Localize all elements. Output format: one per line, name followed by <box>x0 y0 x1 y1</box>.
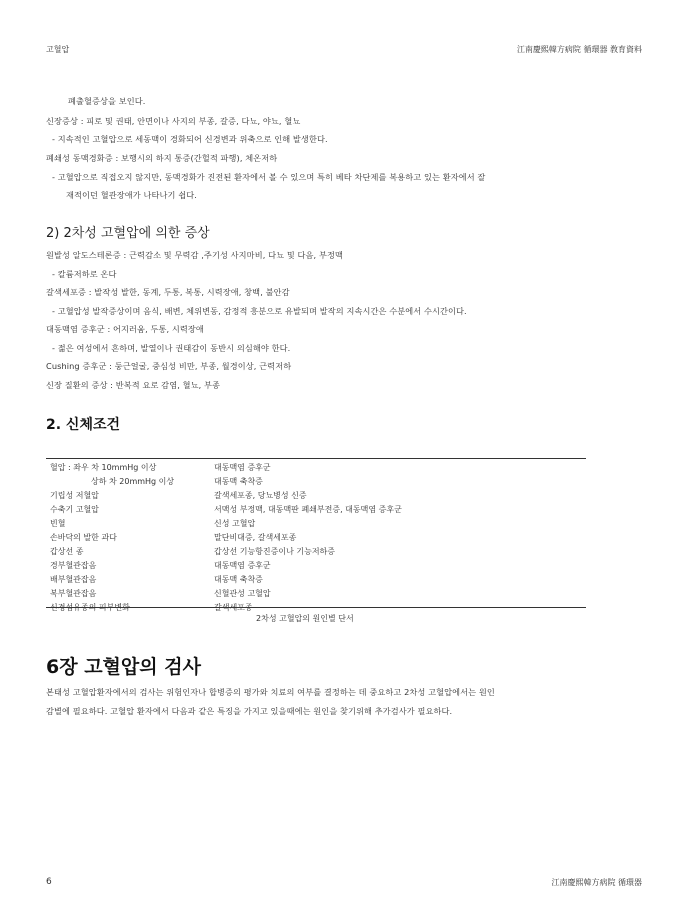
table-cell-cause: 대동맥 축착증 <box>214 477 263 486</box>
table-cell-finding: 갑상선 종 <box>50 547 84 556</box>
table-cell-finding: 배부혈관잡음 <box>50 575 97 584</box>
text-line: 신장증상 : 피로 및 권태, 안면이나 사지의 부종, 갈증, 다뇨, 야뇨, 혈뇨 <box>46 116 301 126</box>
table-cell-finding: 손바닥의 발한 과다 <box>50 533 117 542</box>
table-bottom-rule <box>46 607 586 608</box>
text-line: 재적이던 혈관장애가 나타나기 쉽다. <box>66 190 197 200</box>
table-top-rule <box>46 458 586 459</box>
text-line: 폐쇄성 동맥경화증 : 보행시의 하지 통증(간헐적 파행), 체온저하 <box>46 153 278 163</box>
text-line: - 칼륨저하로 온다 <box>52 269 117 279</box>
text-line: - 젊은 여성에서 흔하며, 발열이나 권태감이 동반시 의심해야 한다. <box>52 343 291 353</box>
table-cell-cause: 대동맥염 증후군 <box>214 463 271 472</box>
table-cell-cause: 갑상선 기능항진증이나 기능저하증 <box>214 547 336 556</box>
table-cell-cause: 신혈관성 고혈압 <box>214 589 271 598</box>
table-cell-finding: 상하 차 20mmHg 이상 <box>91 477 175 486</box>
table-cell-cause: 신성 고혈압 <box>214 519 256 528</box>
text-line: 신장 질환의 증상 : 반복적 요로 감염, 혈뇨, 부종 <box>46 380 221 390</box>
text-line: Cushing 증후군 : 둥근얼굴, 중심성 비만, 부종, 월경이상, 근력저하 <box>46 361 292 371</box>
section-title: 2. 신체조건 <box>46 417 121 433</box>
running-header-topic: 고혈압 <box>46 45 70 54</box>
text-line: 폐출혈증상을 보인다. <box>68 96 146 106</box>
table-cell-cause: 말단비대증, 갈색세포종 <box>214 533 297 542</box>
table-cell-cause: 대동맥 축착증 <box>214 575 263 584</box>
table-cell-finding: 빈혈 <box>50 519 66 528</box>
paragraph-line: 본태성 고혈압환자에서의 검사는 위험인자나 합병증의 평가와 치료의 여부를 결정하는 데 중요하고 2차성 고혈압에서는 원인 <box>46 687 495 697</box>
running-header-source: 江南慶熙韓方病院 循環器 敎育資料 <box>516 45 642 54</box>
paragraph-line: 감별에 필요하다. 고혈압 환자에서 다음과 같은 특징을 가지고 있을때에는 원인을 찾기위해 추가검사가 필요하다. <box>46 706 453 716</box>
table-cell-finding: 수축기 고혈압 <box>50 505 99 514</box>
table-cell-finding: 경부혈관잡음 <box>50 561 97 570</box>
table-cell-finding: 기립성 저혈압 <box>50 491 99 500</box>
text-line: 원발성 알도스테론증 : 근력감소 및 무력감 ,주기성 사지마비, 다뇨 및 다음, 부정맥 <box>46 250 343 260</box>
text-line: - 고혈압성 발작증상이며 음식, 배변, 체위변동, 감정적 흥분으로 유발되며 발작의 지속시간은 수분에서 수시간이다. <box>52 306 467 316</box>
text-line: - 고혈압으로 직접오지 않지만, 동맥경화가 진전된 환자에서 볼 수 있으며 특히 베타 차단제를 복용하고 있는 환자에서 잘 <box>52 172 486 182</box>
running-footer: 江南慶熙韓方病院 循環器 <box>551 878 642 887</box>
table-cell-finding: 혈압 : 좌우 차 10mmHg 이상 <box>50 463 157 472</box>
table-cell-finding: 복부혈관잡음 <box>50 589 97 598</box>
subsection-title: 2) 2차성 고혈압에 의한 증상 <box>46 226 210 241</box>
chapter-title: 6장 고혈압의 검사 <box>46 656 201 678</box>
table-cell-cause: 서맥성 부정맥, 대동맥판 폐쇄부전증, 대동맥염 증후군 <box>214 505 402 514</box>
table-caption: 2차성 고혈압의 원인별 단서 <box>256 614 354 623</box>
table-cell-cause: 대동맥염 증후군 <box>214 561 271 570</box>
page-number: 6 <box>46 877 52 887</box>
table-cell-cause: 갈색세포종, 당뇨병성 신증 <box>214 491 307 500</box>
text-line: 갈색세포증 : 발작성 발한, 동계, 두통, 복통, 시력장애, 창백, 불안감 <box>46 287 290 297</box>
text-line: 대동맥염 증후군 : 어지러움, 두통, 시력장애 <box>46 324 204 334</box>
text-line: - 지속적인 고혈압으로 세동맥이 경화되어 신경변과 위축으로 인해 발생한다. <box>52 134 328 144</box>
